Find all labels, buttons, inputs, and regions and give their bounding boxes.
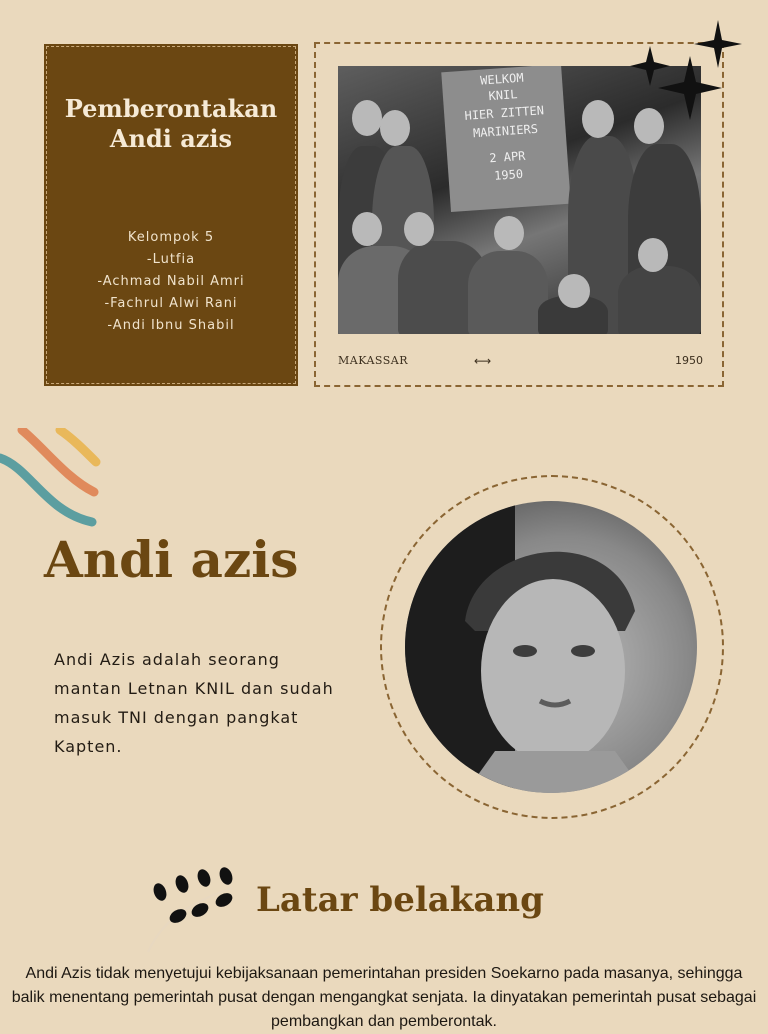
squiggle-lines-icon <box>0 428 110 533</box>
title-card <box>44 44 298 386</box>
location-caption: MAKASSAR <box>338 354 409 367</box>
sign-text: HIER ZITTEN <box>464 103 545 123</box>
member-list <box>44 227 298 337</box>
sign-text: 1950 <box>493 166 524 183</box>
description-text: Andi Azis adalah seorang mantan Letnan KNIL dan sudah masuk TNI dengan pangkat Kapten. <box>54 650 334 756</box>
sign-text: WELKOM <box>479 70 524 88</box>
sign-text: MARINIERS <box>472 121 539 141</box>
section-title: Latar belakang <box>256 880 544 920</box>
title-line-1: Pemberontakan <box>64 94 278 123</box>
section-heading: Andi azis <box>44 530 299 589</box>
member-item: -Achmad Nabil Amri <box>97 274 245 289</box>
title-line-2: Andi azis <box>109 124 233 153</box>
year-caption: 1950 <box>675 354 703 367</box>
member-item: -Fachrul Alwi Rani <box>104 296 238 311</box>
leaf-branch-icon <box>140 866 240 956</box>
member-item: -Lutfia <box>146 252 196 267</box>
portrait-figure <box>405 501 697 793</box>
member-item: -Andi Ibnu Shabil <box>107 318 235 333</box>
background-paragraph: Andi Azis tidak menyetujui kebijaksanaan pemerintahan presiden Soekarno pada masanya, sehingga balik menentang pemerintah pusat dengan mengangkat senjata. Ia dinyatakan pemerintah pusat sebagai pembangkan dan pemberontak. <box>11 965 757 1030</box>
portrait-photo <box>405 501 697 793</box>
photo-sign <box>441 66 570 212</box>
sign-text: 2 APR <box>488 148 526 166</box>
double-arrow-icon: ⟷ <box>474 354 492 368</box>
presentation-title <box>44 94 298 154</box>
sparkle-star-icon <box>620 18 750 133</box>
group-label: Kelompok 5 <box>127 230 215 245</box>
sign-text: KNIL <box>488 87 518 104</box>
